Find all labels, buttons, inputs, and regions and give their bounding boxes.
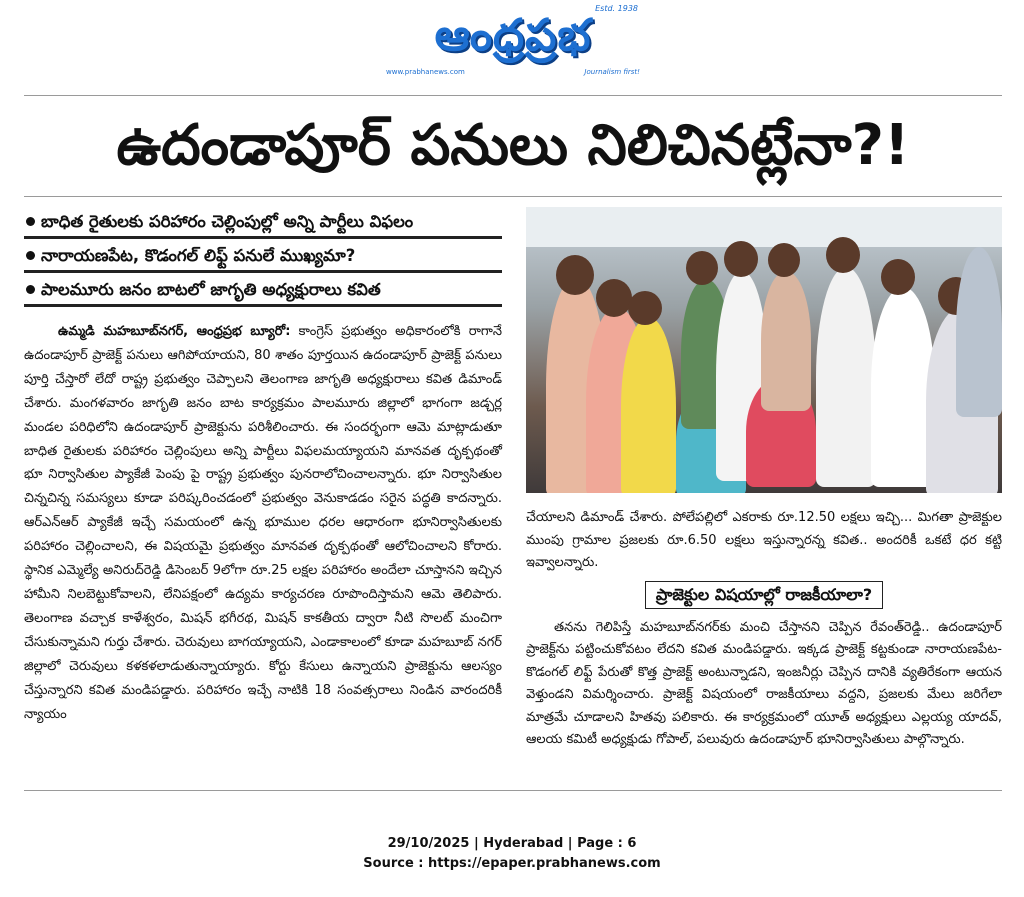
bottom-divider	[24, 790, 1002, 791]
bullet-icon	[26, 217, 35, 226]
bullet-item: బాధిత రైతులకు పరిహారం చెల్లింపుల్లో అన్ని పార్టీలు విఫలం	[24, 208, 502, 239]
bullet-icon	[26, 251, 35, 260]
subheadline-bullets	[24, 208, 502, 310]
news-photo	[526, 207, 1002, 493]
right-article-para2: తనను గెలిపిస్తే మహబూబ్‌నగర్‌కు మంచి చేస్తానని చెప్పిన రేవంత్‌రెడ్డి.. ఉదండాపూర్ ప్రాజెక్ట్‌ను పట్టించుకోవటం లేదని కవిత మండిపడ్డారు. ఇక్కడ ప్రాజెక్ట్ కట్టకుండా నారాయణపేట-కొడంగల్ లిఫ్ట్ పేరుతో కొత్త ప్రాజెక్ట్ అంటున్నాడని, ఇంజనీర్లు చెప్పిన దానికి వ్యతిరేకంగా ఆయన వెళ్తుండని విమర్శించారు. ప్రాజెక్ట్ విషయంలో రాజకీయాలు వద్దని, ప్రజలకు మేలు జరిగేలా మాత్రమే చూడాలని హితవు పలికారు. ఈ కార్యక్రమంలో యూత్ అధ్యక్షులు ఎల్లయ్య యాదవ్, ఆలయ కమిటీ అధ్యక్షుడు గోపాల్, పలువురు ఉదండాపూర్ భూనిర్వాసితులు పాల్గొన్నారు.	[526, 619, 1002, 747]
estd-label: Estd. 1938	[595, 4, 638, 13]
masthead-logo	[382, 4, 644, 82]
bullet-item: నారాయణపేట, కొడంగల్ లిఫ్ట్ పనులే ముఖ్యమా?	[24, 242, 502, 273]
newspaper-name: ఆంధ్రప్రభ	[434, 10, 592, 61]
dateline: ఉమ్మడి మహబూబ్‌నగర్, ఆంధ్రప్రభ బ్యూరో:	[58, 324, 291, 339]
footer-date-page: 29/10/2025 | Hyderabad | Page : 6	[387, 836, 637, 851]
masthead-tagline: Journalism first!	[584, 68, 640, 76]
bullet-item: పాలమూరు జనం బాటలో జాగృతి అధ్యక్షురాలు కవిత	[24, 276, 502, 307]
footer-source[interactable]: Source : https://epaper.prabhanews.com	[363, 856, 661, 871]
left-article-body: కాంగ్రెస్ ప్రభుత్వం అధికారంలోకి రాగానే ఉదండాపూర్ ప్రాజెక్ట్ పనులు ఆగిపోయాయని, 80 శాతం పూర్తయిన ఉదండాపూర్ ప్రాజెక్ట్ పనులు పూర్తి చేస్తారో లేదో రాష్ట్ర ప్రభుత్వం చెప్పాలని తెలంగాణ జాగృతి అధ్యక్షురాలు కవిత డిమాండ్ చేశారు. మంగళవారం జాగృతి జనం బాట కార్యక్రమం పాలమూరు జిల్లాలో భాగంగా జడ్చర్ల మండల పరిధిలోని ఉదండాపూర్ ప్రాజెక్టును పరిశీలించారు. ఈ సందర్భంగా ఆమె మాట్లాడుతూ బాధిత రైతులకు పరిహారం చెల్లింపులు అన్ని పార్టీలు విఫలమయ్యాయని మానవత దృక్పథంతో భూ నిర్వాసితుల ప్యాకేజీ పెంపు పై రాష్ట్ర ప్రభుత్వం పునరాలోచించాలన్నారు. భూ నిర్వాసితుల చిన్నచిన్న సమస్యలు కూడా పరిష్కరించడంలో ప్రభుత్వం వెనుకాడడం సరైన పద్ధతి కాదన్నారు. ఆర్‌ఎన్ఆర్ ప్యాకేజీ ఇచ్చే సమయంలో ఉన్న భూముల ధరల ఆధారంగా భూనిర్వాసితులకు పరిహారం చెల్లించాలని, ఈ విషయమై ప్రభుత్వం మానవత దృక్పథంతో ఆలోచించాలని కోరారు. స్థానిక ఎమ్మెల్యే అనిరుద్‌రెడ్డి డిసెంబర్ 9లోగా రూ.25 లక్షల పరిహారం అందేలా చూస్తానని ఇచ్చిన హామీని నిలబెట్టుకోవాలని, లేనిపక్షంలో ఉద్యమ కార్యచరణ రూపొందిస్తామని ఆమె తెలిపారు. తెలంగాణ వచ్చాక కాళేశ్వరం, మిషన్ భగీరథ, మిషన్ కాకతీయ ద్వారా నీటి సొలట్ మంచిగా చేసుకున్నామని గుర్తు చేశారు. చెరువులు బాగయ్యాయని, ఎండాకాలంలో కూడా మహబూబ్ నగర్ జిల్లాలో చెరువులు కళకళలాడుతున్నాయ్యారు. కోర్టు కేసులు ఉన్నాయని ప్రాజెక్టును ఆలస్యం చేస్తున్నారని కవిత మండిపడ్డారు. పరిహారం ఇచ్చే నాటికి 18 సంవత్సరాలు నిండిన వారందరికీ న్యాయం	[24, 324, 503, 722]
left-article-column	[24, 320, 502, 726]
masthead-url: www.prabhanews.com	[386, 68, 465, 76]
headline: ఉదండాపూర్ పనులు నిలిచినట్లేనా?!	[116, 113, 910, 178]
headline-divider	[24, 196, 1002, 197]
masthead-divider	[24, 95, 1002, 96]
footer	[0, 834, 1024, 874]
bullet-icon	[26, 285, 35, 294]
right-article-column	[526, 507, 1002, 752]
right-article-para1: చేయాలని డిమాండ్ చేశారు. పోలేపల్లిలో ఎకరాకు రూ.12.50 లక్షలు ఇచ్చి... మిగతా ప్రాజెక్టుల ముంపు గ్రామాల ప్రజలకు రూ.6.50 లక్షలు ఇస్తున్నారన్న కవిత.. అందరికీ ఒకటే ధర కట్టి ఇవ్వాలన్నారు.	[526, 510, 1002, 570]
section-subheading: ప్రాజెక్టుల విషయాల్లో రాజకీయాలా?	[526, 581, 1002, 609]
